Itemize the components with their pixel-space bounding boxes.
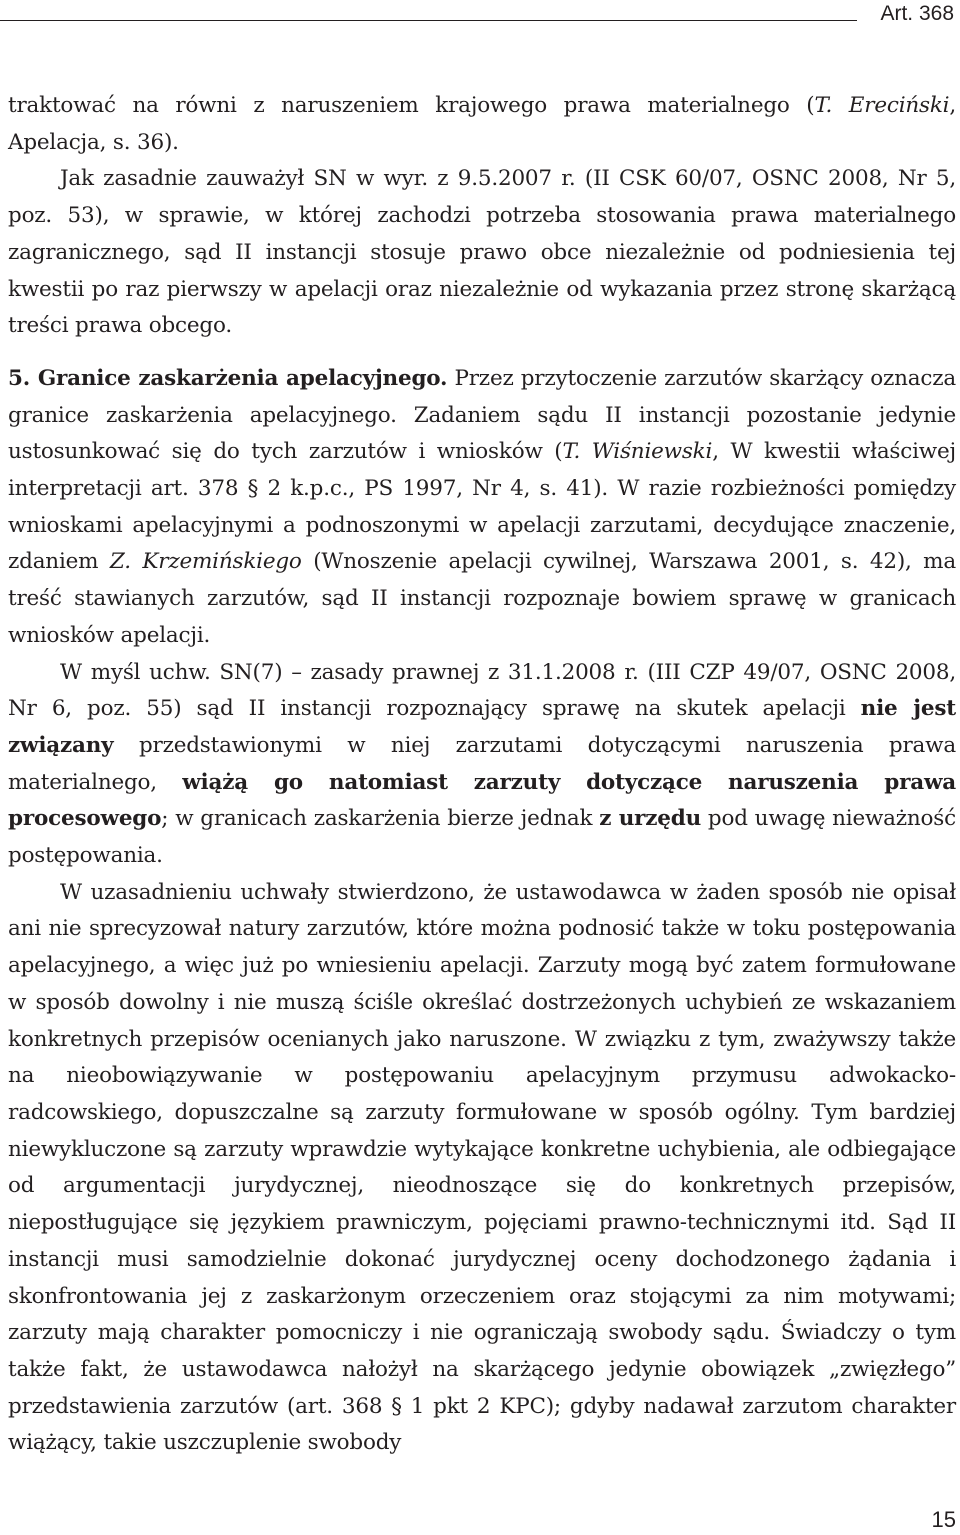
paragraph-4-text: W myśl uchw. SN(7) – zasady prawnej z 31.1.2008 r. (III CZP 49/07, OSNC 2008, Nr 6, poz. 55) sąd II instancji rozpoznający sprawę na skutek apelacji xyxy=(8,659,956,722)
citation-author: T. Wiśniewski xyxy=(562,439,713,465)
paragraph-1-tail: , Apelacja, s. 36). xyxy=(8,93,956,155)
paragraph-3-text-3: (Wnoszenie apelacji cywilnej, Warszawa 2001, s. 42), ma treść stawianych zarzutów, sąd II instancji rozpoznaje bowiem sprawę w granicach wniosków apelacji. xyxy=(8,549,956,648)
paragraph-4-text-3: ; w granicach zaskarżenia bierze jednak xyxy=(161,806,600,832)
paragraph-1-text: traktować na równi z naruszeniem krajowego prawa materialnego ( xyxy=(8,93,815,118)
running-header: Art. 368 xyxy=(880,2,954,25)
paragraph-3 xyxy=(8,361,956,655)
section-heading: 5. Granice zaskarżenia apelacyjnego. xyxy=(8,365,448,391)
paragraph-2 xyxy=(8,161,956,345)
paragraph-3-text: Przez przytoczenie zarzutów skarżący oznacza granice zaskarżenia apelacyjnego. Zadaniem sądu II instancji pozostanie jedynie ustosunkować się do tych zarzutów i wniosków ( xyxy=(8,365,956,465)
header-rule xyxy=(0,20,857,21)
paragraph-5-text: W uzasadnieniu uchwały stwierdzono, że ustawodawca w żaden sposób nie opisał ani nie sprecyzował natury zarzutów, które można podnosić także w toku postępowania apelacyjnego, a więc już po wniesieniu apelacji. Zarzuty mogą być zatem formułowane w sposób dowolny i nie muszą ściśle określać dostrzeżonych uchybień ze wskazaniem konkretnych przepisów ocenianych jako naruszone. W związku z tym, zważywszy także na nieobowiązywanie w postępowaniu apelacyjnym przymusu adwokacko-radcowskiego, dopuszczalne są zarzuty formułowane w sposób ogólny. Tym bardziej niewykluczone są zarzuty wprawdzie wytykające konkretne uchybienia, ale odbiegające od argumentacji jurydycznej, nieodnoszące się do konkretnych przepisów, niepostługujące się językiem prawniczym, pojęciami prawno-technicznymi itd. Sąd II instancji musi samodzielnie dokonać jurydycznej oceny dochodzonego żądania i skonfrontowania jej z zaskarżonym orzeczeniem oraz stojącymi za nim motywami; zarzuty mają charakter pomocniczy i nie ograniczają swobody sądu. Świadczy o tym także fakt, że ustawodawca nałożył na skarżącego jedynie obowiązek „zwięzłego” przedstawienia zarzutów (art. 368 § 1 pkt 2 KPC); gdyby nadawał zarzutom charakter wiążący, takie uszczuplenie swobody xyxy=(8,879,956,1456)
citation-author: Z. Krzemińskiego xyxy=(109,549,302,575)
emphasis: nie jest związany xyxy=(8,696,957,758)
paragraph-2-text: Jak zasadnie zauważył SN w wyr. z 9.5.2007 r. (II CSK 60/07, OSNC 2008, Nr 5, poz. 53), w sprawie, w której zachodzi potrzeba stosowania prawa materialnego zagranicznego, sąd II instancji stosuje prawo obce niezależnie od podniesienia tej kwestii po raz pierwszy w apelacji oraz niezależnie od wykazania przez stronę skarżącą treści prawa obcego. xyxy=(8,166,956,339)
paragraph-4 xyxy=(8,655,956,875)
paragraph-4-text-4: pod uwagę nieważność postępowania. xyxy=(8,806,956,869)
paragraph-3-text-2: , W kwestii właściwej interpretacji art. 378 § 2 k.p.c., PS 1997, Nr 4, s. 41). W razie rozbieżności pomiędzy wnioskami apelacyjnymi a podnoszonymi w apelacji zarzutami, decydujące znaczenie, zdaniem xyxy=(8,439,956,575)
paragraph-4-text-2: przedstawionymi w niej zarzutami dotyczącymi naruszenia prawa materialnego, xyxy=(8,732,956,795)
paragraph-1 xyxy=(8,88,956,161)
body-text xyxy=(8,88,956,1462)
citation-author: T. Ereciński xyxy=(814,93,950,118)
emphasis: z urzędu xyxy=(599,806,702,832)
page-number: 15 xyxy=(931,1507,956,1532)
emphasis: wiążą go natomiast zarzuty dotyczące naruszenia prawa procesowego xyxy=(8,769,956,832)
paragraph-5 xyxy=(8,875,956,1462)
